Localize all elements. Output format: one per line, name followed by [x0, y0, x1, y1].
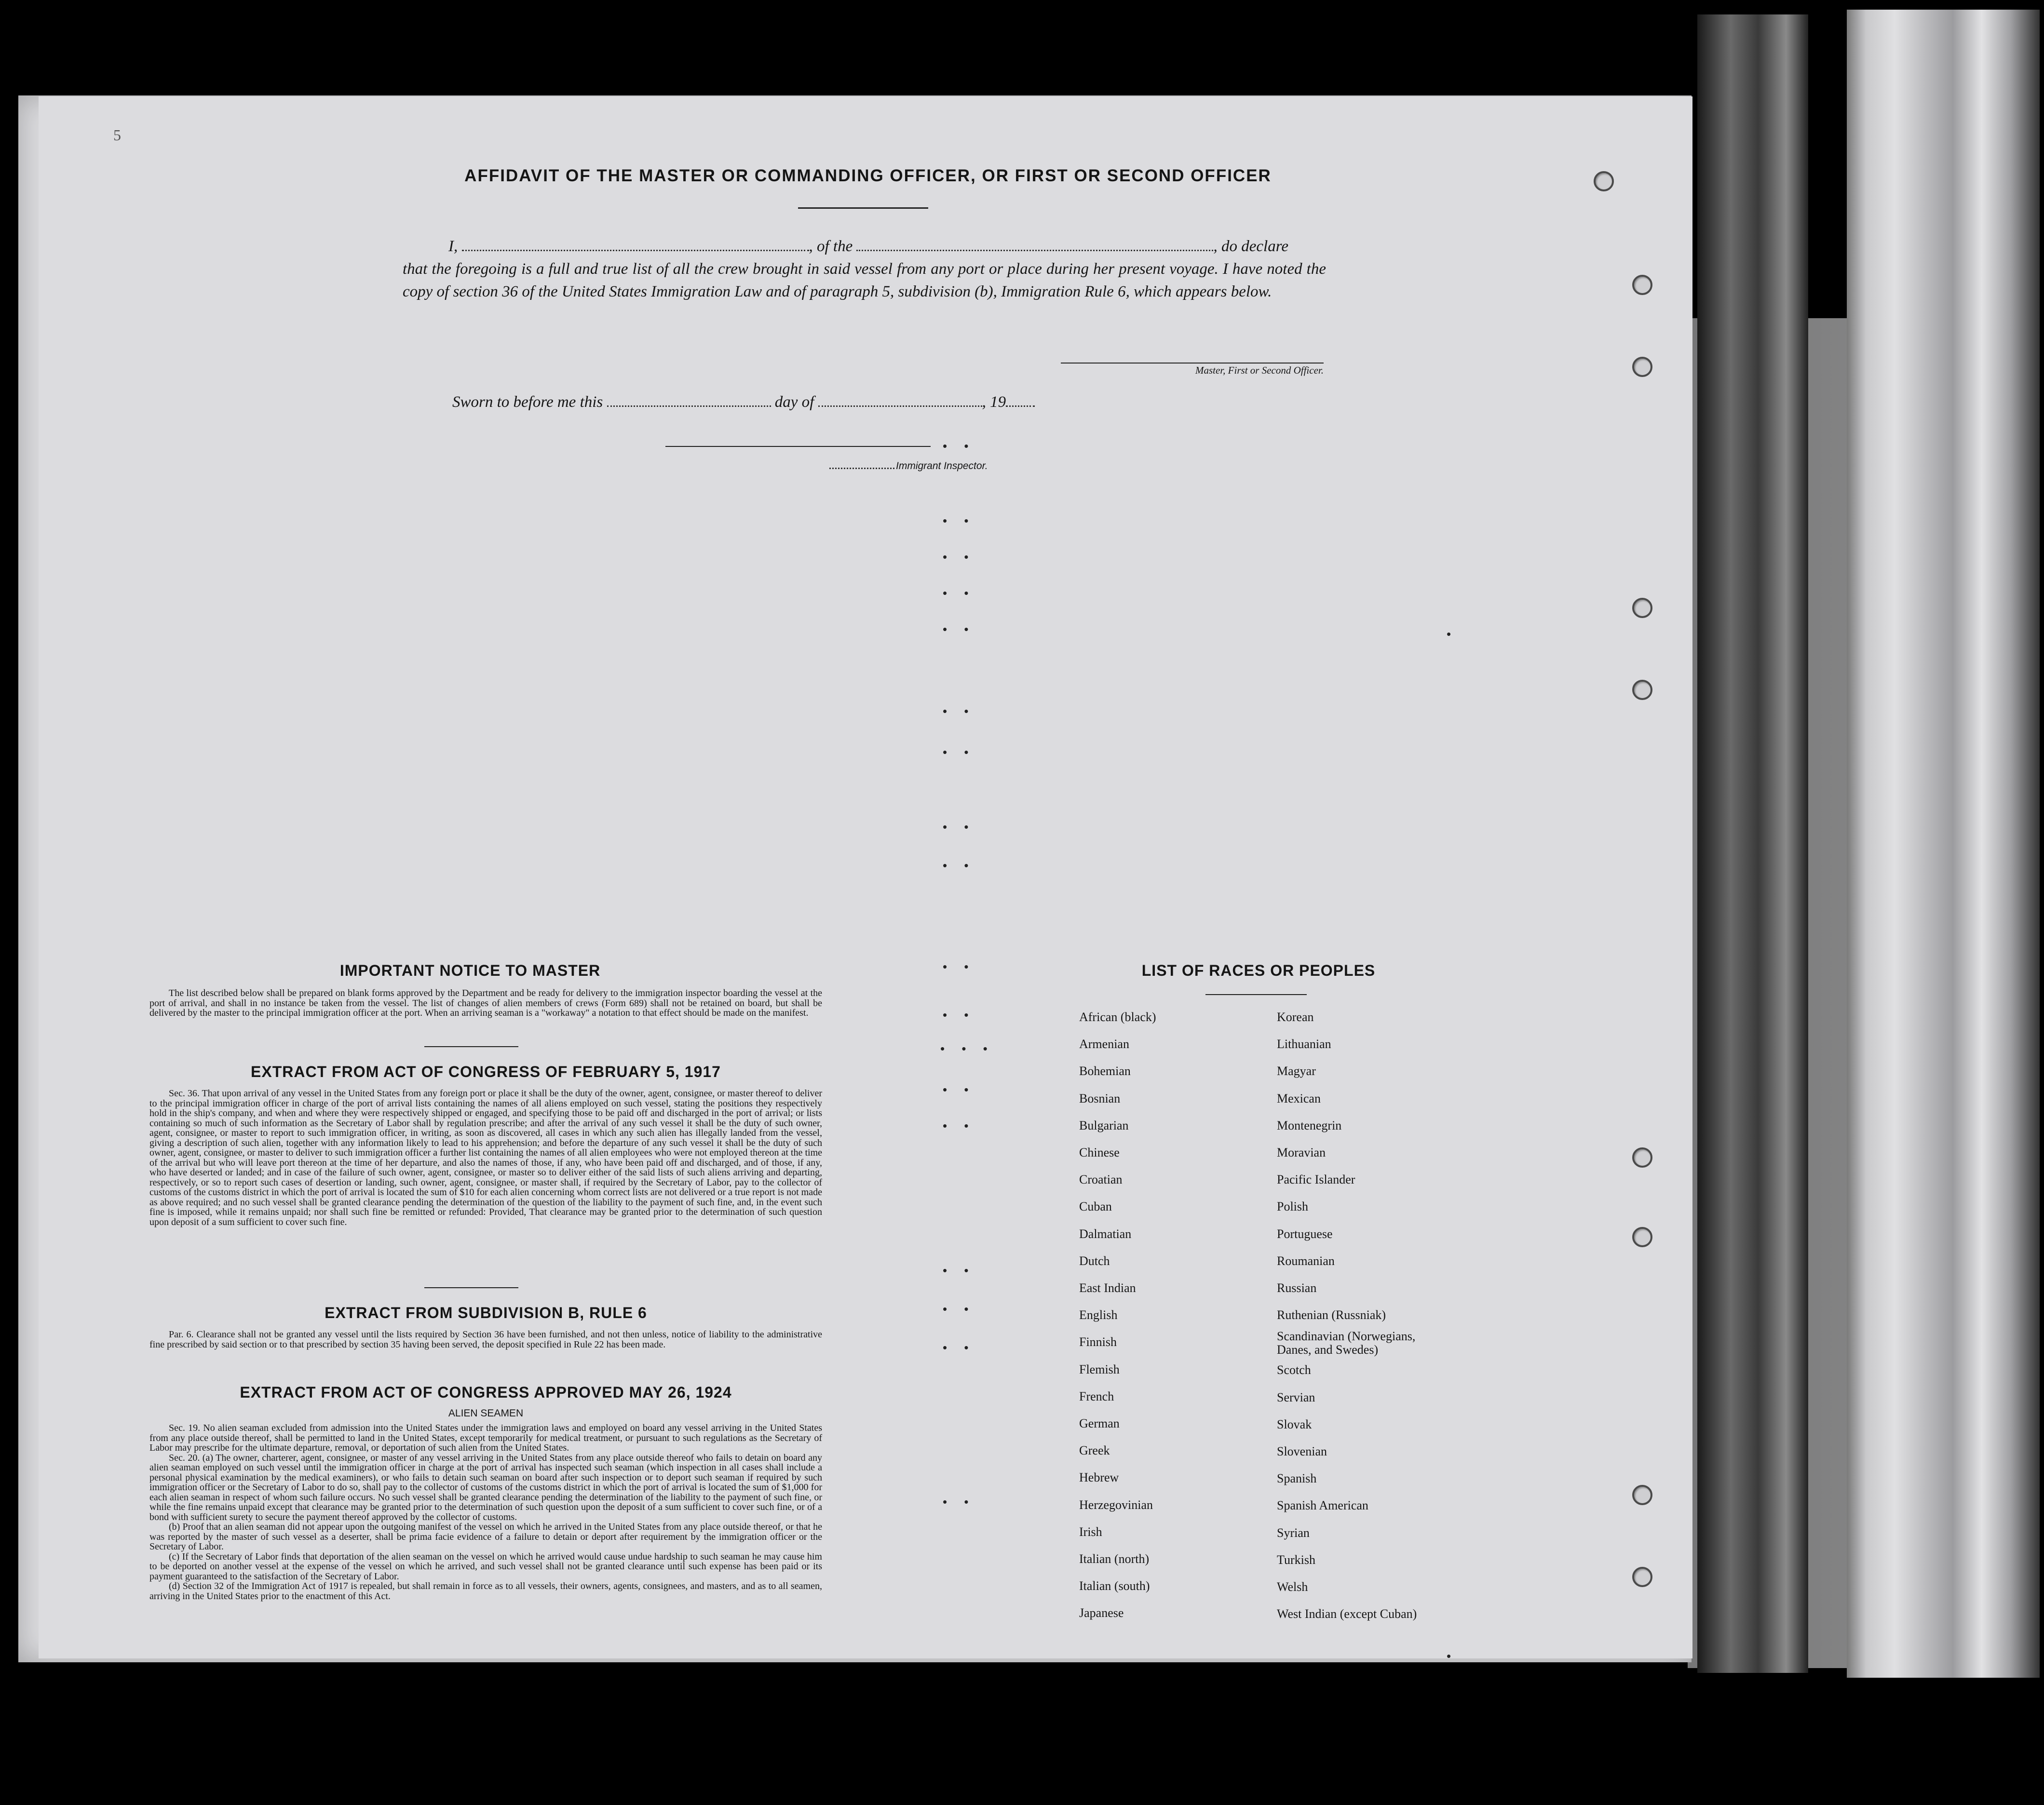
race-item: Irish [1079, 1524, 1102, 1539]
race-item: Polish [1277, 1199, 1309, 1214]
races-column-1 [1079, 1004, 1262, 1627]
punch-hole-icon [1632, 1567, 1652, 1587]
vessel-blank [856, 237, 1213, 251]
punch-hole-icon [1632, 1485, 1652, 1505]
race-item: German [1079, 1416, 1120, 1431]
race-item: Hebrew [1079, 1470, 1119, 1485]
race-item: Slovak [1277, 1417, 1312, 1431]
race-item: Italian (north) [1079, 1552, 1150, 1566]
race-item: Croatian [1079, 1172, 1123, 1187]
sworn-year: , 19 [982, 393, 1006, 411]
inspector-dots [829, 459, 894, 469]
race-item: English [1079, 1308, 1118, 1322]
race-item: Korean [1277, 1010, 1314, 1024]
paragraph-6: Par. 6. Clearance shall not be granted any vessel until the lists required by Section 36 have been furnished, and not then unless, notice of liability to the administrative fine prescribed by said section or to that prescribed by section 35 having been served, the deposit specified in Rule 22 has been made. [149, 1329, 822, 1350]
race-item: French [1079, 1389, 1114, 1403]
extract-1924-body [149, 1423, 822, 1601]
name-blank [462, 237, 809, 251]
races-column-2 [1277, 1004, 1460, 1628]
sworn-prefix: Sworn to before me this [452, 393, 603, 411]
race-item: Greek [1079, 1443, 1110, 1458]
race-item: Magyar [1277, 1064, 1316, 1078]
race-item: Bosnian [1079, 1091, 1121, 1105]
inspector-caption: Immigrant Inspector. [896, 460, 988, 471]
race-item: African (black) [1079, 1010, 1156, 1024]
race-item: Slovenian [1277, 1444, 1327, 1459]
day-blank [607, 393, 771, 407]
notice-title: IMPORTANT NOTICE TO MASTER [339, 962, 601, 979]
race-item: Chinese [1079, 1145, 1120, 1160]
declaration-do-declare: , do declare [1213, 238, 1288, 255]
race-item: Cuban [1079, 1199, 1112, 1214]
punch-hole-icon [1632, 1227, 1652, 1247]
race-item: Turkish [1277, 1552, 1315, 1567]
year-blank [1006, 393, 1035, 407]
sec-20c-paragraph: (c) If the Secretary of Labor finds that deportation of the alien seaman on the vessel on which he arrived would cause undue hardship to such seaman he may cause him to be deported on another vessel at the expense of the vessel on which he arrived, and such vessel shall not be granted clearance until such expense has been paid or its payment guaranteed to the satisfaction of the Secretary of Labor. [149, 1551, 822, 1582]
race-item: Roumanian [1277, 1253, 1335, 1268]
binder-spine [1697, 14, 1808, 1673]
race-item: Italian (south) [1079, 1579, 1150, 1593]
race-item: Herzegovinian [1079, 1497, 1153, 1512]
race-item: Russian [1277, 1281, 1317, 1295]
race-item: Japanese [1079, 1606, 1124, 1620]
race-item: Bohemian [1079, 1064, 1131, 1078]
page-stack-edge [1847, 10, 2040, 1678]
race-item: Montenegrin [1277, 1118, 1342, 1132]
race-item: Dutch [1079, 1253, 1110, 1268]
race-item: Dalmatian [1079, 1226, 1132, 1241]
race-item: West Indian (except Cuban) [1277, 1607, 1417, 1621]
corner-page-mark: 5 [113, 126, 121, 144]
declaration-i: I, [448, 238, 458, 255]
punch-hole-icon [1632, 357, 1652, 377]
race-item: Bulgarian [1079, 1118, 1129, 1132]
sec-20b-paragraph: (b) Proof that an alien seaman did not appear upon the outgoing manifest of the vessel on which he arrived in the United States from any place outside thereof, or that he was reported by the master of such vessel as a deserter, shall be prima facie evidence of a failure to detain or deport after requirement by the immigration officer or the Secretary of Labor. [149, 1522, 822, 1552]
race-item: Moravian [1277, 1145, 1326, 1160]
sec-19-paragraph: Sec. 19. No alien seaman excluded from admission into the United States under the immigration laws and employed on board any vessel arriving in the United States from any place outside thereof, shall be permitted to land in the United States, except temporarily for medical treatment, or pursuant to such regulations as the Secretary of Labor may prescribe for the ultimate departure, removal, or deportation of such alien from the United States. [149, 1423, 822, 1453]
race-item: Spanish American [1277, 1498, 1368, 1513]
inspector-line [665, 446, 931, 447]
affidavit-declaration [403, 235, 1326, 303]
sworn-day-of: day of [774, 393, 814, 411]
race-item: Finnish [1079, 1335, 1117, 1349]
race-item: Welsh [1277, 1580, 1308, 1594]
section-rule [424, 1046, 518, 1047]
signature-line [1061, 363, 1324, 364]
affidavit-title: AFFIDAVIT OF THE MASTER OR COMMANDING OFFICER, OR FIRST OR SECOND OFFICER [464, 166, 1272, 185]
extract-1924-title: EXTRACT FROM ACT OF CONGRESS APPROVED MAY 26, 1924 [240, 1384, 732, 1401]
extract-1917-title: EXTRACT FROM ACT OF CONGRESS OF FEBRUARY 5, 1917 [251, 1063, 721, 1080]
races-title: LIST OF RACES OR PEOPLES [1141, 962, 1376, 979]
declaration-body: that the foregoing is a full and true list of all the crew brought in said vessel from any port or place during her present voyage. I have noted the copy of section 36 of the United States Immigration Law and of paragraph 5, subdivision (b), Immigration Rule 6, which appears below. [403, 260, 1326, 300]
declaration-of-the: , of the [809, 238, 853, 255]
sec-20a-paragraph: Sec. 20. (a) The owner, charterer, agent, consignee, or master of any vessel arriving in the United States from any place outside thereof who fails to detain on board any alien seaman employed on such vessel until the immigration officer in charge at the port of arrival has inspected such seaman (which inspection in all cases shall include a personal physical examination by the medical examiners), or who fails to detain such seaman on board after such inspection or to deport such seaman if required by such immigration officer or the Secretary of Labor to do so, shall pay to the collector of customs of the customs district in which the port of arrival is located the sum of $1,000 for each alien seaman in respect of whom such failure occurs. No such vessel shall be granted clearance pending the determination of the liability to the payment of such fine, or while the fine remains unpaid except that clearance may be granted prior to the determination of such question upon the deposit of a sum sufficient to cover such fine, or of a bond with sufficient surety to secure the payment thereof approved by the collector of customs. [149, 1452, 822, 1522]
extract-rule6-title: EXTRACT FROM SUBDIVISION B, RULE 6 [325, 1304, 647, 1321]
punch-hole-icon [1632, 1147, 1652, 1168]
section-rule [424, 1287, 518, 1288]
race-item: Lithuanian [1277, 1037, 1331, 1051]
race-item: Pacific Islander [1277, 1172, 1355, 1187]
race-item: Servian [1277, 1390, 1315, 1404]
extract-rule6-body [149, 1330, 822, 1349]
section-36-paragraph: Sec. 36. That upon arrival of any vessel in the United States from any foreign port or place it shall be the duty of the owner, agent, consignee, or master thereof to deliver to the principal immigration officer in charge of the port of arrival lists containing the names of all aliens employed on such vessel, stating the positions they respectively hold in the ship's company, and when and where they were respectively shipped or engaged, and specifying those to be paid off and discharged in the port of arrival; or lists containing so much of such information as the Secretary of Labor shall by regulation prescribe; and after the arrival of any such vessel it shall be the duty of such owner, agent, consignee, or master to report to such immigration officer, in writing, as soon as discovered, all cases in which any such alien has illegally landed from the vessel, giving a description of such alien, together with any information likely to lead to his apprehension; and before the departure of any such vessel it shall be the duty of such owner, agent, consignee, or master to deliver to such immigration officer a further list containing the names of all alien employees who were not employed thereon at the time of the arrival but who will leave port thereon at the time of her departure, and also the names of those, if any, who have been paid off and discharged, and of those, if any, who have deserted or landed; and in case of the failure of such owner, agent, consignee, or master so to deliver either of the said lists of such aliens arriving and departing, respectively, or so to report such cases of desertion or landing, such owner, agent, consignee, or master shall, if required by the Secretary of Labor, pay to the collector of customs of the customs district in which the port of arrival is located the sum of $10 for each alien concerning whom correct lists are not delivered or a true report is not made as above required; and no such vessel shall be granted clearance pending the determination of the question of the liability to the payment of such fine, and, in the event such fine is imposed, while it remains unpaid; nor shall such fine be remitted or refunded: Provided, That clearance may be granted prior to the determination of such question upon deposit of a sum sufficient to cover such fine. [149, 1088, 822, 1227]
notice-paragraph: The list described below shall be prepared on blank forms approved by the Department and be ready for delivery to the immigration inspector boarding the vessel at the port of arrival, and shall in no instance be taken from the vessel. The list of changes of alien members of crews (Form 689) shall not be retained on board, but shall be delivered by the master to the principal immigration officer at the port. When an arriving seaman is a "workaway" a notation to that effect should be made on the manifest. [149, 988, 822, 1018]
race-item: Spanish [1277, 1471, 1317, 1486]
notice-body [149, 988, 822, 1018]
sec-20d-paragraph: (d) Section 32 of the Immigration Act of 1917 is repealed, but shall remain in force as to all vessels, their owners, agents, consignees, and masters, and as to all seamen, arriving in the United States prior to the enactment of this Act. [149, 1581, 822, 1602]
sworn-line [452, 393, 1035, 411]
race-item: Armenian [1079, 1037, 1129, 1051]
punch-hole-icon [1632, 680, 1652, 700]
punch-hole-icon [1632, 275, 1652, 295]
punch-hole-icon [1632, 598, 1652, 618]
declaration-first-line [403, 235, 1326, 258]
race-item: Flemish [1079, 1362, 1120, 1376]
race-item: East Indian [1079, 1281, 1136, 1295]
race-item: Mexican [1277, 1091, 1321, 1105]
race-item: Syrian [1277, 1525, 1310, 1540]
race-item: Ruthenian (Russniak) [1277, 1308, 1386, 1322]
race-item: Portuguese [1277, 1226, 1333, 1241]
punch-hole-icon [1594, 171, 1614, 191]
alien-seamen-label: ALIEN SEAMEN [448, 1408, 524, 1419]
races-rule [1205, 994, 1307, 995]
signature-caption: Master, First or Second Officer. [1195, 364, 1324, 376]
extract-1917-body [149, 1089, 822, 1227]
race-item: Scotch [1277, 1363, 1311, 1377]
month-blank [818, 393, 982, 407]
title-rule [798, 207, 928, 209]
race-item: Scandinavian (Norwegians, Danes, and Swedes) [1277, 1329, 1416, 1357]
